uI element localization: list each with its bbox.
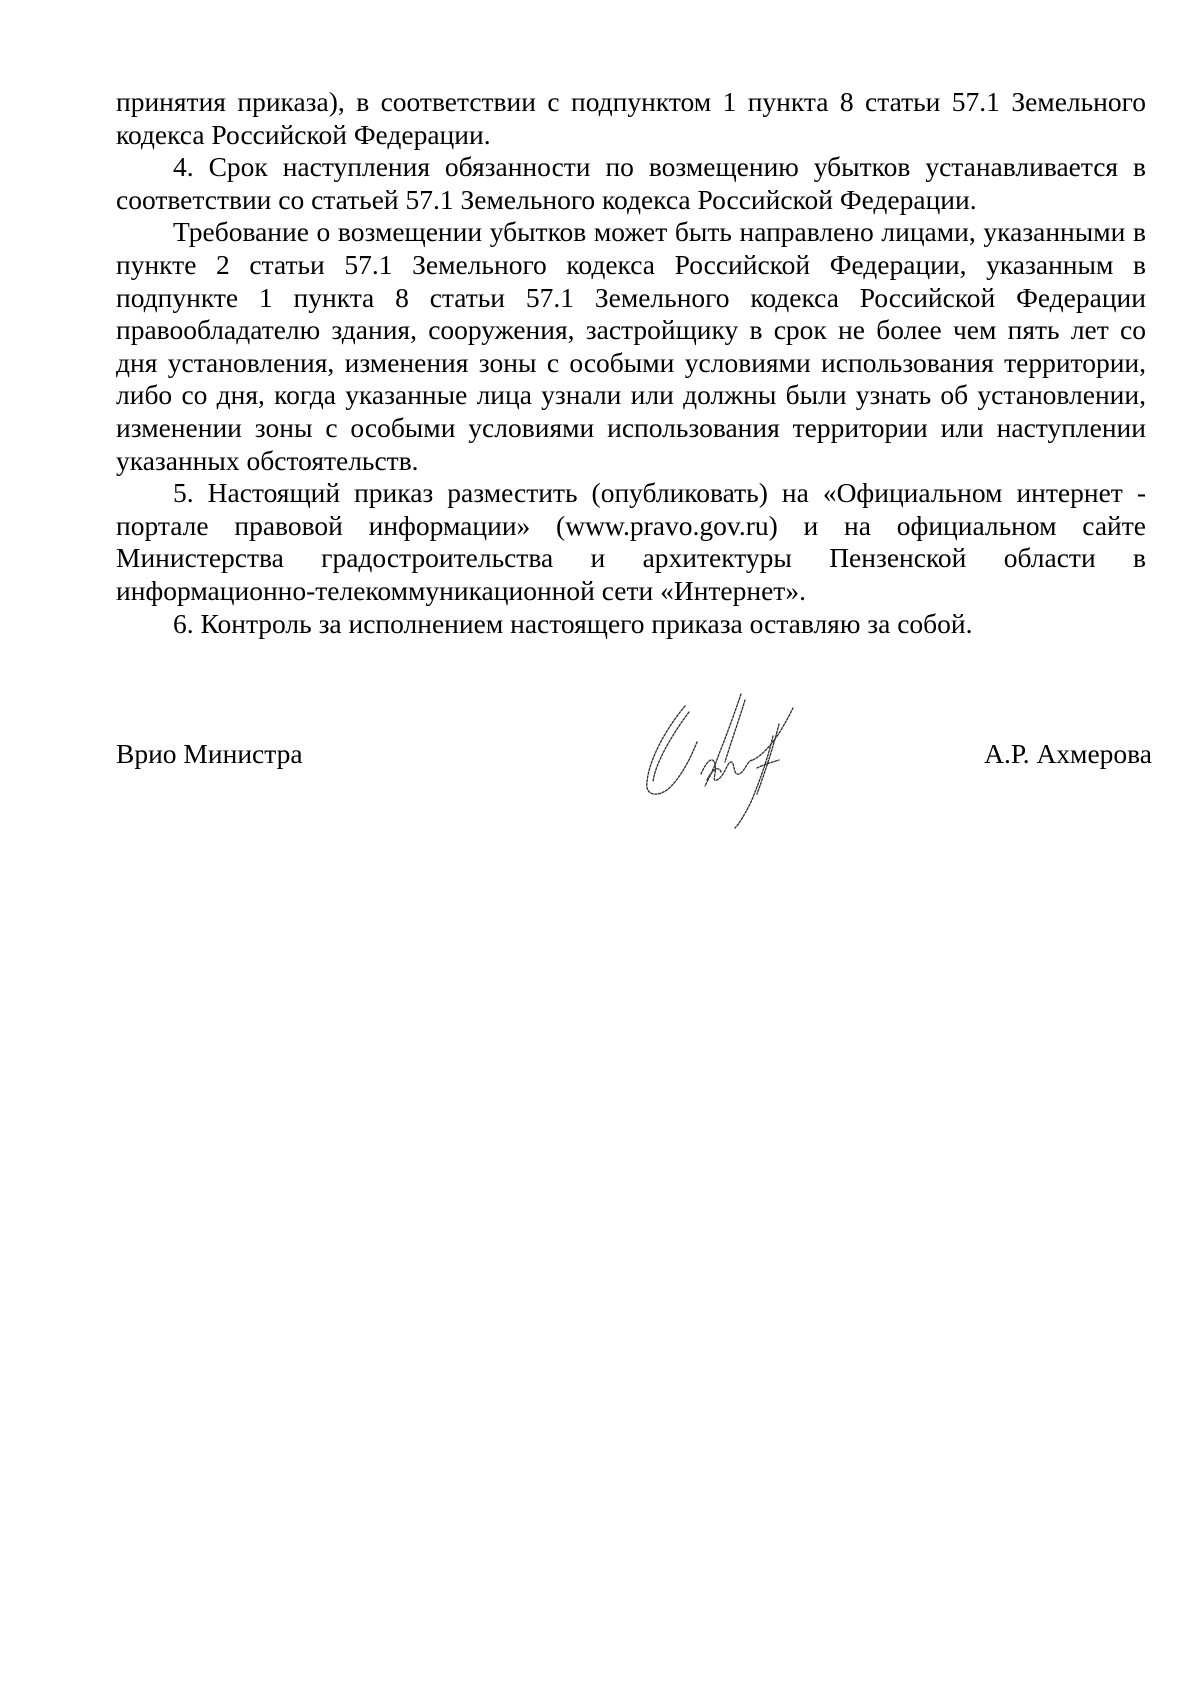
signatory-title: Врио Министра bbox=[116, 738, 303, 769]
paragraph-continuation: принятия приказа), в соответствии с подпунктом 1 пункта 8 статьи 57.1 Земельного кодекса Российской Федерации. bbox=[116, 86, 1146, 150]
paragraph-damages-claim: Требование о возмещении убытков может быть направлено лицами, указанными в пункте 2 статьи 57.1 Земельного кодекса Российской Федерации, указанным в подпункте 1 пункта 8 статьи 57.1 Земельного кодекса Российской Федерации правообладателю здания, сооружения, застройщику в срок не более чем пять лет со дня установления, изменения зоны с особыми условиями использования территории, либо со дня, когда указанные лица узнали или должны были узнать об установлении, изменении зоны с особыми условиями использования территории или наступлении указанных обстоятельств. bbox=[116, 216, 1146, 476]
paragraph-item-5: 5. Настоящий приказ разместить (опубликовать) на «Официальном интернет - портале правовой информации» (www.pravo.gov.ru) и на официальном сайте Министерства градостроительства и архитектуры Пензенской области в информационно-телекоммуникационной сети «Интернет». bbox=[116, 477, 1146, 606]
signature-block bbox=[116, 738, 1152, 778]
paragraph-item-6: 6. Контроль за исполнением настоящего приказа оставляю за собой. bbox=[173, 607, 973, 639]
signatory-name: А.Р. Ахмерова bbox=[984, 738, 1152, 769]
document-body bbox=[116, 86, 1146, 640]
paragraph-item-4: 4. Срок наступления обязанности по возмещению убытков устанавливается в соответствии со статьей 57.1 Земельного кодекса Российской Федерации. bbox=[116, 151, 1146, 215]
